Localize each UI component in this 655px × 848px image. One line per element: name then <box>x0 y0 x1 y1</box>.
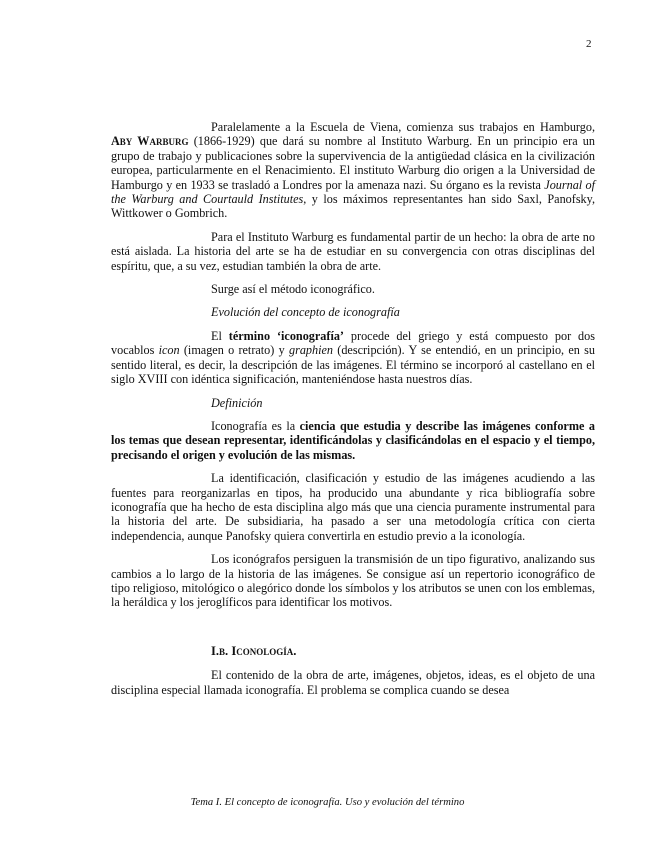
body-text <box>111 120 595 706</box>
word-icon: icon <box>158 343 180 358</box>
paragraph-identificacion: La identificación, clasificación y estudio de las imágenes acudiendo a las fuentes para reorganizarlas en tipos, ha producido una abundante y rica bibliografía sobre iconografía que ha hecho de esta disciplina algo más que una ciencia puramente instrumental para la historia del arte. De subsidiaria, ha pasado a ser una metodología crítica con cierta independencia, aunque Panofsky quiera convertirla en estudio previo a la iconología. <box>111 471 595 543</box>
paragraph-warburg <box>111 120 595 221</box>
page-number: 2 <box>586 38 592 50</box>
name-aby-warburg: Aby Warburg <box>111 134 189 149</box>
page-footer: Tema I. El concepto de iconografía. Uso y evolución del término <box>190 797 465 808</box>
text-run: (imagen o retrato) y <box>179 343 289 358</box>
subheading-definicion: Definición <box>211 395 263 410</box>
text-run: procede del griego y está compuesto por dos vocablos <box>111 328 595 358</box>
subheading-evolucion: Evolución del concepto de iconografía <box>211 305 400 320</box>
text-run: (descripción). Y se entendió, en un principio, en su sentido literal, es decir, la descripción de las imágenes. El término se incorporó al castellano en el siglo XVIII con idéntica significación, manteniéndose hasta nuestros días. <box>111 343 596 387</box>
word-graphien: graphien <box>288 343 333 358</box>
paragraph-metodo: Surge así el método iconográfico. <box>211 282 375 297</box>
text-run: , y los máximos representantes han sido Saxl, Panofsky, Wittkower o Gombrich. <box>111 192 595 221</box>
text-run: El <box>211 328 229 343</box>
bold-term: término ‘iconografía’ <box>228 328 344 343</box>
paragraph-definicion <box>111 419 595 462</box>
bold-definition: ciencia que estudia y describe las imágenes conforme a los temas que desean representar, identificándolas y clasificándolas en el espacio y el tiempo, precisando el origen y evolución de las mismas. <box>111 418 595 462</box>
paragraph-instituto: Para el Instituto Warburg es fundamental partir de un hecho: la obra de arte no está aislada. La historia del arte se ha de estudiar en su convergencia con otras disciplinas del espíritu, que, a su vez, estudian también la obra de arte. <box>111 229 595 273</box>
section-heading-iconologia: I.b. Iconología. <box>211 643 297 658</box>
paragraph-iconografos: Los iconógrafos persiguen la transmisión de un tipo figurativo, analizando sus cambios a lo largo de la historia de las imágenes. Se consigue así un repertorio iconográfico de tipo religioso, mitológico o alegórico donde los símbolos y los atributos se unen con los emblemas, la heráldica y los jeroglíficos para identificar los motivos. <box>111 552 595 610</box>
text-run: Paralelamente a la Escuela de Viena, comienza sus trabajos en Hamburgo, <box>211 120 595 134</box>
paragraph-contenido: El contenido de la obra de arte, imágenes, objetos, ideas, es el objeto de una disciplina especial llamada iconografía. El problema se complica cuando se desea <box>111 668 595 697</box>
text-run: Iconografía es la <box>211 418 300 433</box>
journal-title: Journal of the Warburg and Courtauld Institutes <box>111 177 595 207</box>
paragraph-termino <box>111 329 595 387</box>
text-run: (1866-1929) que dará su nombre al Instituto Warburg. En un principio era un grupo de trabajo y publicaciones sobre la supervivencia de la antigüedad clásica en la civilización europea, particularmente en el Renacimiento. El instituto Warburg dio origen a la Universidad de Hamburgo y en 1933 se trasladó a Londres por la amenaza nazi. Su órgano es la revista <box>111 134 595 192</box>
